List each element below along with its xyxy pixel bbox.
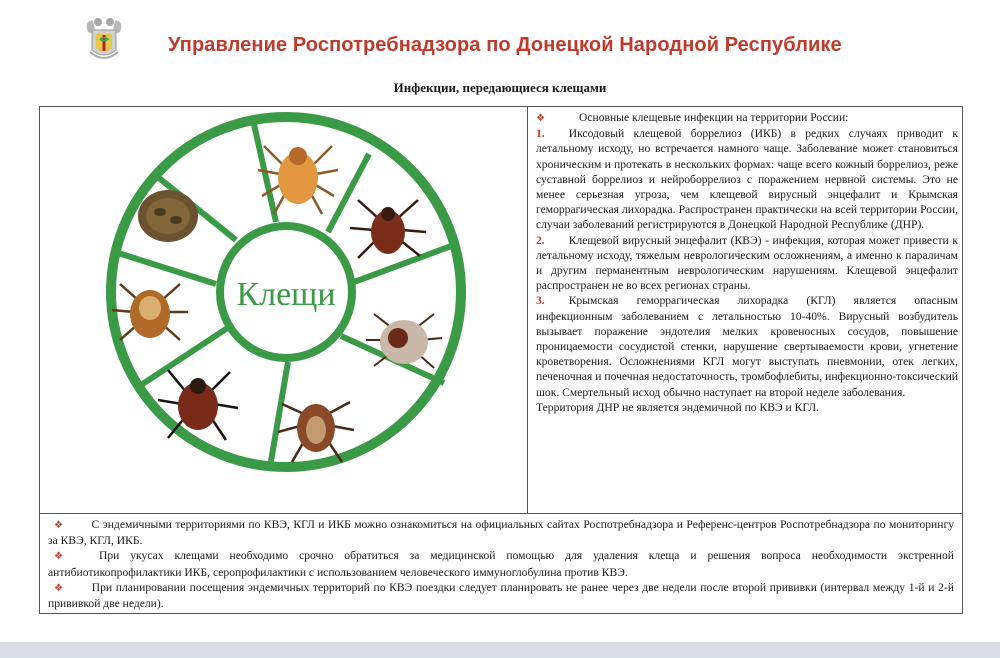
tick-image-upper-right (350, 200, 426, 258)
diamond-bullet-icon: ❖ (54, 520, 64, 531)
note-text: При планировании посещения эндемичных территорий по КВЭ поездки следует планировать не ранее через две недели после второй прививки (интервал между 1-й и 2-й прививкой две недели). (48, 580, 954, 611)
infection-item-1 (536, 126, 958, 232)
document-title: Инфекции, передающиеся клещами (393, 80, 607, 95)
note-item (48, 517, 954, 548)
notes-section (39, 514, 963, 614)
infection-item-2 (536, 233, 958, 294)
diamond-bullet-icon: ❖ (54, 582, 64, 594)
diamond-bullet-icon: ❖ (54, 551, 71, 563)
item-text: Иксодовый клещевой боррелиоз (ИКБ) в редких случаях приводит к летальному исходу, но встречается намного чаще. Заболевание может становиться хроническим и протекать в нескольких формах: чаще всего кожный боррелиоз, реже суставной боррелиоз и нейроборрелиоз с поражением нервной системы. Это не менее серьезная угроза, чем клещевой вирусный энцефалит и Крымская геморрагическая лихорадка. Распространен практически на всей территории России, случаи заболеваний регистрируются в Донецкой Народной Республике (ДНР). (536, 127, 958, 232)
diamond-bullet-icon: ❖ (536, 113, 545, 124)
item-number: 1. (536, 127, 545, 141)
rospotrebnadzor-emblem-icon (80, 14, 128, 66)
conclusion-text: Территория ДНР не является эндемичной по КВЭ и КГЛ. (536, 400, 819, 414)
note-item (48, 580, 954, 611)
item-number: 3. (536, 294, 545, 308)
intro-paragraph (536, 110, 958, 126)
note-text: При укусах клещами необходимо срочно обратиться за медицинской помощью для удаления клеща и решения вопроса необходимости экстренной антибиотикопрофилактики ИКБ, серопрофилактики с использованием человеческого иммуноглобулина против КВЭ. (48, 549, 955, 579)
bottom-edge-strip (0, 642, 1000, 658)
infections-description (536, 110, 958, 415)
note-item (48, 548, 954, 579)
item-text: Клещевой вирусный энцефалит (КВЭ) - инфекция, которая может привести к летальному исходу, тяжелым неврологическим осложнениям, а именно к параличам и другим перманентным неврологическим нарушениям. Клещевой энцефалит распространен не во всех регионах страны. (536, 233, 958, 293)
org-title: Управление Роспотребнадзора по Донецкой Народной Республике (168, 34, 842, 56)
note-text: С эндемичными территориями по КВЭ, КГЛ и ИКБ можно ознакомиться на официальных сайтах Роспотребнадзора и Референс-центров Роспотребнадзора по мониторингу за КВЭ, КГЛ, ИКБ. (48, 518, 954, 548)
item-number: 2. (536, 233, 545, 247)
column-divider (527, 106, 528, 514)
page-header (0, 0, 1000, 78)
intro-text: Основные клещевые инфекции на территории России: (578, 111, 849, 124)
ticks-wheel-diagram (66, 112, 506, 504)
center-circle (216, 222, 356, 362)
tick-image-upper-left (138, 190, 198, 242)
infection-item-3 (536, 293, 958, 399)
tick-image-left (112, 284, 188, 340)
item-text: Крымская геморрагическая лихорадка (КГЛ) является опасным инфекционным заболеванием с летальностью 10-40%. Вирусный возбудитель вызывает поражение эндотелия мелких кровеносных сосудов, повышение проницаемости сосудистой стенки, нарушение свертываемости крови, угнетение кроветворения. Осложнениями КГЛ могут выступать пневмонии, отек легких, печеночная и почечная недостаточность, тромбофлебиты, инфекционно-токсический шок. Смертельный исход обычно наступает на второй неделе заболевания. (536, 294, 958, 399)
tick-image-right (366, 314, 442, 368)
wheel-center-label: Клещи (236, 276, 336, 313)
